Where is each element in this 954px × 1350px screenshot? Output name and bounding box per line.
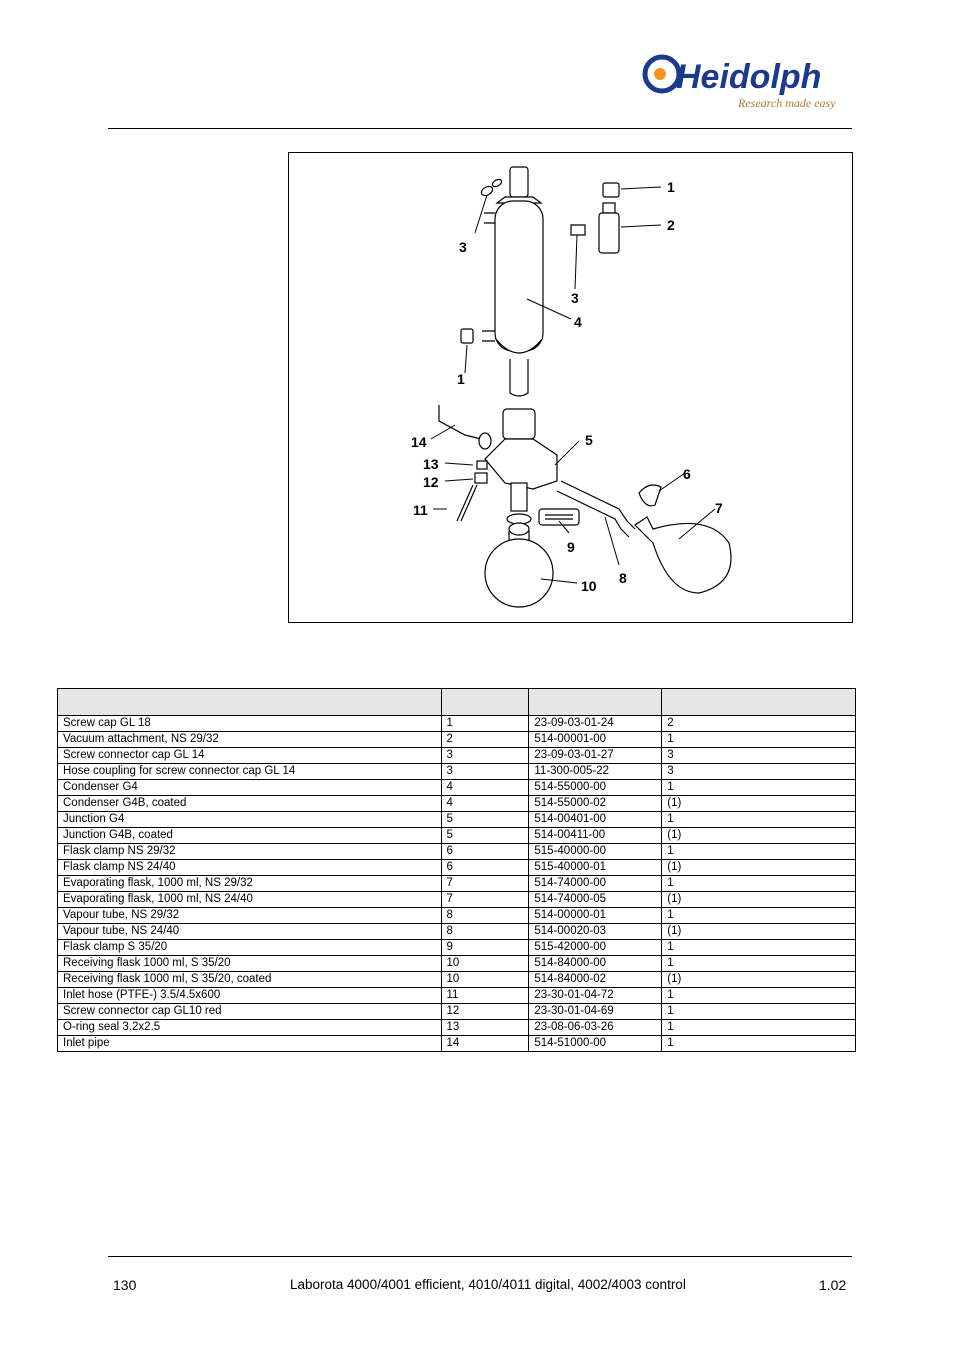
table-cell: 514-00020-03: [529, 924, 662, 940]
table-row: [58, 860, 856, 876]
table-cell: 2: [441, 732, 529, 748]
parts-table: [57, 688, 856, 1052]
column-header: [58, 689, 442, 716]
table-header-row: [58, 689, 856, 716]
footer-title: Laborota 4000/4001 efficient, 4010/4011 digital, 4002/4003 control: [290, 1277, 686, 1292]
table-row: [58, 748, 856, 764]
table-cell: 1: [662, 1036, 856, 1052]
table-row: [58, 892, 856, 908]
table-cell: 1: [662, 908, 856, 924]
table-cell: 2: [662, 716, 856, 732]
table-row: [58, 1036, 856, 1052]
table-cell: 23-08-06-03-26: [529, 1020, 662, 1036]
table-row: [58, 796, 856, 812]
table-cell: 11-300-005-22: [529, 764, 662, 780]
table-cell: 1: [662, 780, 856, 796]
callout-label: 3: [459, 239, 467, 255]
brand-slogan: Research made easy: [738, 96, 836, 110]
callout-label: 7: [715, 500, 723, 516]
callout-label: 12: [423, 474, 439, 490]
table-cell: 10: [441, 956, 529, 972]
table-cell: 1: [662, 956, 856, 972]
table-cell: 23-09-03-01-24: [529, 716, 662, 732]
header-rule: [108, 128, 852, 129]
table-cell: 1: [662, 1004, 856, 1020]
table-row: [58, 828, 856, 844]
table-row: [58, 956, 856, 972]
table-cell: 514-55000-00: [529, 780, 662, 796]
table-cell: Vacuum attachment, NS 29/32: [58, 732, 442, 748]
table-cell: (1): [662, 860, 856, 876]
table-cell: 4: [441, 796, 529, 812]
table-cell: 1: [662, 1020, 856, 1036]
table-cell: Condenser G4: [58, 780, 442, 796]
table-cell: Junction G4: [58, 812, 442, 828]
table-cell: 3: [662, 764, 856, 780]
table-cell: 1: [662, 812, 856, 828]
table-cell: Inlet hose (PTFE-) 3.5/4.5x600: [58, 988, 442, 1004]
callout-label: 13: [423, 456, 439, 472]
table-cell: Flask clamp S 35/20: [58, 940, 442, 956]
table-cell: 514-51000-00: [529, 1036, 662, 1052]
table-row: [58, 988, 856, 1004]
table-row: [58, 812, 856, 828]
glassware-drawing: [289, 153, 852, 622]
callout-label: 4: [574, 314, 582, 330]
heidolph-logo: [640, 50, 860, 116]
table-cell: Screw connector cap GL 14: [58, 748, 442, 764]
callout-label: 14: [411, 434, 427, 450]
table-cell: 3: [662, 748, 856, 764]
table-cell: (1): [662, 972, 856, 988]
table-row: [58, 940, 856, 956]
table-cell: 7: [441, 892, 529, 908]
table-cell: 5: [441, 812, 529, 828]
document-version: 1.02: [819, 1277, 847, 1293]
page-number: 130: [113, 1277, 137, 1293]
table-row: [58, 908, 856, 924]
table-cell: 6: [441, 844, 529, 860]
exploded-diagram: [288, 152, 853, 623]
table-cell: (1): [662, 796, 856, 812]
table-cell: 4: [441, 780, 529, 796]
column-header: [662, 689, 856, 716]
table-cell: 8: [441, 908, 529, 924]
callout-label: 5: [585, 432, 593, 448]
table-cell: Evaporating flask, 1000 ml, NS 29/32: [58, 876, 442, 892]
table-cell: 514-00411-00: [529, 828, 662, 844]
table-cell: (1): [662, 828, 856, 844]
callout-label: 1: [457, 371, 465, 387]
table-cell: 1: [441, 716, 529, 732]
table-cell: (1): [662, 892, 856, 908]
table-row: [58, 780, 856, 796]
table-cell: 514-74000-05: [529, 892, 662, 908]
table-cell: Screw connector cap GL10 red: [58, 1004, 442, 1020]
column-header: [441, 689, 529, 716]
table-cell: O-ring seal 3.2x2.5: [58, 1020, 442, 1036]
table-row: [58, 1020, 856, 1036]
callout-label: 6: [683, 466, 691, 482]
table-row: [58, 1004, 856, 1020]
table-cell: 514-84000-02: [529, 972, 662, 988]
table-cell: Vapour tube, NS 29/32: [58, 908, 442, 924]
table-cell: Evaporating flask, 1000 ml, NS 24/40: [58, 892, 442, 908]
callout-label: 1: [667, 179, 675, 195]
table-row: [58, 732, 856, 748]
table-cell: Screw cap GL 18: [58, 716, 442, 732]
table-cell: Hose coupling for screw connector cap GL 14: [58, 764, 442, 780]
table-cell: 8: [441, 924, 529, 940]
table-cell: 23-09-03-01-27: [529, 748, 662, 764]
table-cell: Junction G4B, coated: [58, 828, 442, 844]
table-cell: Vapour tube, NS 24/40: [58, 924, 442, 940]
table-cell: 13: [441, 1020, 529, 1036]
table-cell: Flask clamp NS 29/32: [58, 844, 442, 860]
table-cell: 1: [662, 988, 856, 1004]
table-cell: 23-30-01-04-72: [529, 988, 662, 1004]
table-cell: 10: [441, 972, 529, 988]
table-row: [58, 972, 856, 988]
table-cell: 3: [441, 748, 529, 764]
table-cell: Condenser G4B, coated: [58, 796, 442, 812]
table-cell: 514-84000-00: [529, 956, 662, 972]
table-cell: 7: [441, 876, 529, 892]
table-cell: Receiving flask 1000 ml, S 35/20: [58, 956, 442, 972]
callout-label: 3: [571, 290, 579, 306]
table-cell: 514-74000-00: [529, 876, 662, 892]
table-cell: 3: [441, 764, 529, 780]
table-cell: 11: [441, 988, 529, 1004]
table-cell: 515-40000-00: [529, 844, 662, 860]
callout-label: 10: [581, 578, 597, 594]
table-cell: 514-00001-00: [529, 732, 662, 748]
table-cell: 1: [662, 940, 856, 956]
table-cell: 514-00000-01: [529, 908, 662, 924]
table-cell: 5: [441, 828, 529, 844]
table-row: [58, 764, 856, 780]
table-row: [58, 844, 856, 860]
table-cell: 14: [441, 1036, 529, 1052]
table-cell: 514-00401-00: [529, 812, 662, 828]
table-cell: (1): [662, 924, 856, 940]
table-row: [58, 924, 856, 940]
table-cell: 1: [662, 876, 856, 892]
table-cell: Receiving flask 1000 ml, S 35/20, coated: [58, 972, 442, 988]
callout-label: 11: [413, 502, 428, 518]
callout-label: 2: [667, 217, 675, 233]
table-cell: Inlet pipe: [58, 1036, 442, 1052]
table-cell: 1: [662, 844, 856, 860]
table-cell: 515-40000-01: [529, 860, 662, 876]
table-cell: Flask clamp NS 24/40: [58, 860, 442, 876]
table-cell: 12: [441, 1004, 529, 1020]
callout-label: 9: [567, 539, 575, 555]
table-row: [58, 716, 856, 732]
table-body: [58, 716, 856, 1052]
callout-label: 8: [619, 570, 627, 586]
table-cell: 515-42000-00: [529, 940, 662, 956]
table-cell: 1: [662, 732, 856, 748]
table-cell: 514-55000-02: [529, 796, 662, 812]
brand-name: Heidolph: [676, 58, 822, 96]
table-row: [58, 876, 856, 892]
table-cell: 23-30-01-04-69: [529, 1004, 662, 1020]
table-cell: 9: [441, 940, 529, 956]
column-header: [529, 689, 662, 716]
table-cell: 6: [441, 860, 529, 876]
footer-rule: [108, 1256, 852, 1257]
